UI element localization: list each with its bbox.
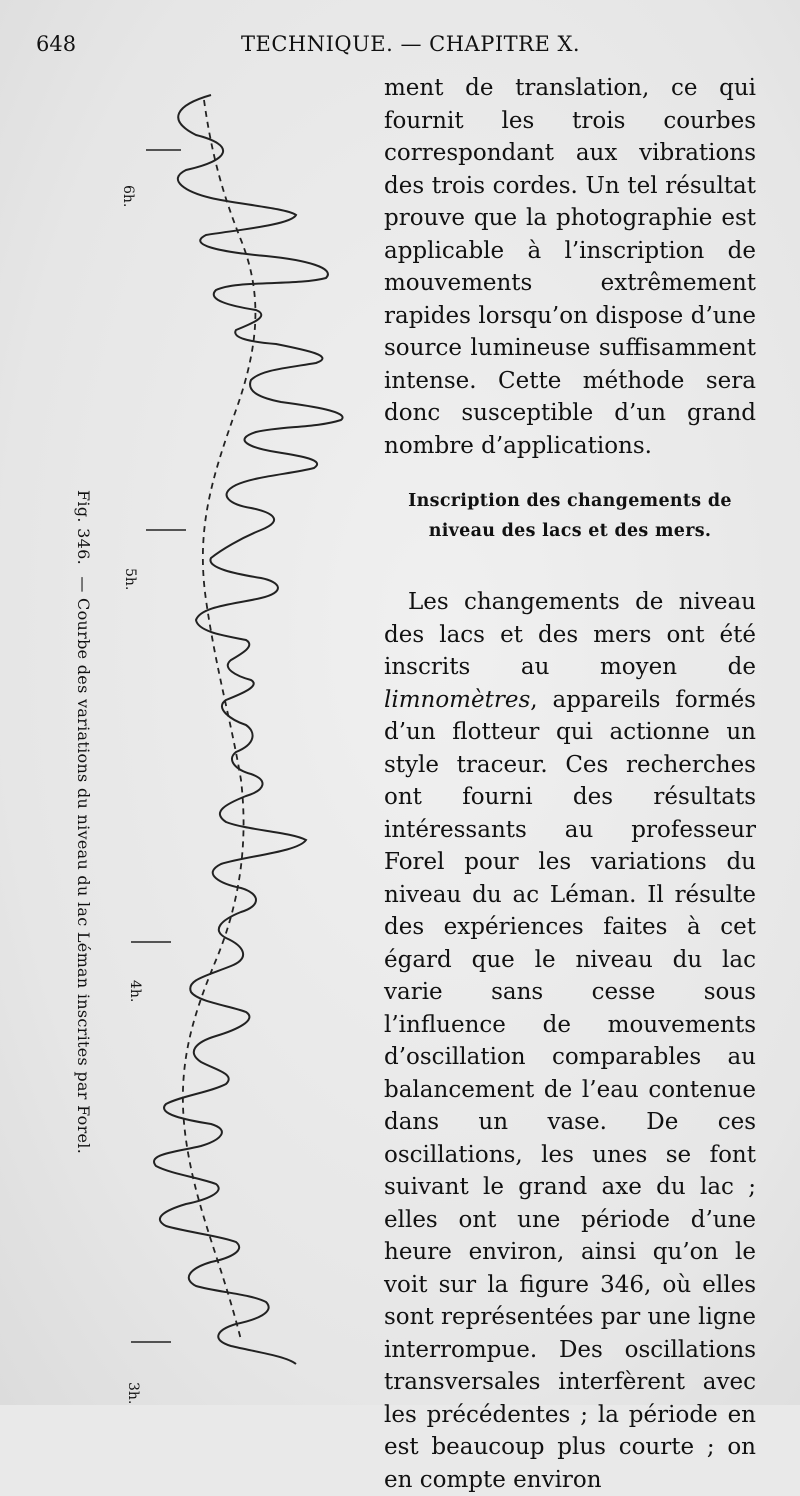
text-column-bottom xyxy=(384,586,756,1496)
paragraph-limnometres-start: Les changements de niveau des lacs et des mers ont été inscrits au moyen de xyxy=(384,589,756,680)
text-column-top xyxy=(384,72,756,462)
running-header xyxy=(36,32,766,66)
section-title-line-2: niveau des lacs et des mers. xyxy=(428,521,712,541)
running-title: TECHNIQUE. — CHAPITRE X. xyxy=(241,32,581,56)
solid-oscillation-curve xyxy=(154,95,343,1364)
figure-caption xyxy=(74,490,93,1154)
section-title-line-1: Inscription des changements de xyxy=(408,491,732,511)
hour-label-3h: 3h. xyxy=(125,1382,141,1405)
hour-label-6h: 6h. xyxy=(120,185,136,208)
page-number: 648 xyxy=(36,32,77,56)
paragraph-continued: ment de translation, ce qui fournit les trois courbes correspondant aux vibrations des trois cordes. Un tel résultat prouve que la photographie est applicable à l’inscription de mouvements extrêmement rapides lorsqu’on dispose d’une source lumineuse suffisamment intense. Cette méthode sera donc susceptible d’un grand nombre d’applications. xyxy=(384,75,756,459)
hour-label-5h: 5h. xyxy=(122,568,138,591)
figure-label: Fig. 346. xyxy=(74,490,93,565)
paragraph-limnometres xyxy=(384,586,756,1496)
hour-label-4h: 4h. xyxy=(127,980,143,1003)
figure-346 xyxy=(36,80,376,1405)
term-limnometres: limnomètres xyxy=(384,686,531,713)
paragraph-limnometres-rest: , appareils formés d’un flotteur qui actionne un style traceur. Ces recherches ont fourni des résultats intéressants au professeur Forel pour les variations du niveau du ac Léman. Il résulte des expériences faites à cet égard que le niveau du lac varie sans cesse sous l’influence de mouvements d’oscillation comparables au balancement de l’eau contenue dans un vase. De ces oscillations, les unes se font suivant le grand axe du lac ; elles ont une période d’une heure environ, ainsi qu’on le voit sur la figure 346, où elles sont représentées par une ligne interrompue. Des oscillations transversales interfèrent avec les précédentes ; la période en est beaucoup plus courte ; on en compte environ xyxy=(384,686,756,1493)
figure-caption-text: — Courbe des variations du niveau du lac Léman inscrites par Forel. xyxy=(74,576,93,1155)
section-heading xyxy=(384,486,756,546)
dashed-period-curve xyxy=(183,100,256,1340)
